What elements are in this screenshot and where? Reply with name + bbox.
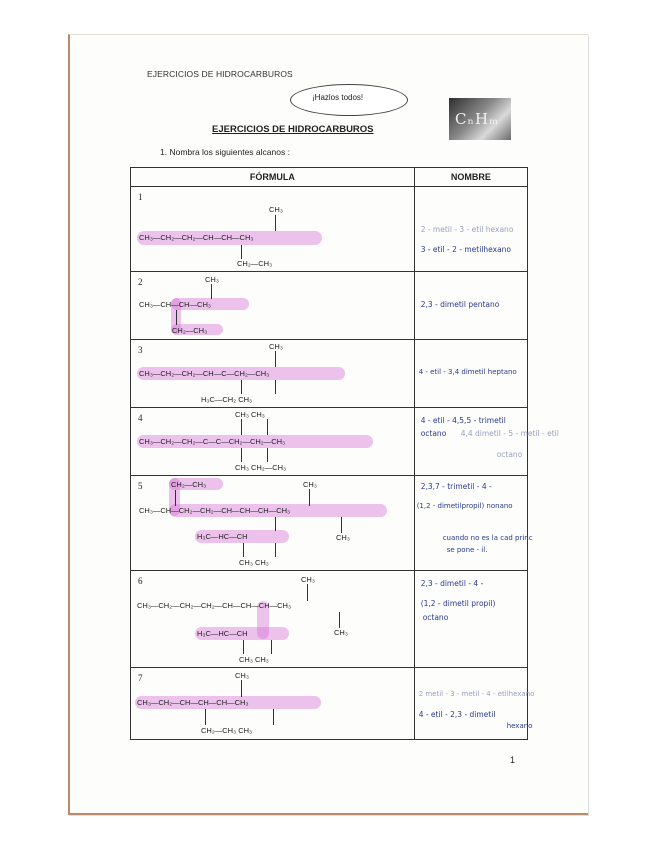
bond-line [267,448,268,462]
hydrocarbon-formula-image [449,98,511,140]
main-chain: CH₃—CH₂—CH₂—CH₂—CH—CH—CH—CH₃ [137,601,292,610]
bond-line [273,709,274,725]
table-row [131,408,528,476]
main-chain: CH₃—CH₂—CH₂—CH—C—CH₂—CH₃ [139,369,270,378]
bond-line [241,245,242,259]
bond-line [241,380,242,394]
name-header: NOMBRE [414,168,527,187]
answer-text: (1,2 - dimetilpropil) nonano [416,502,513,510]
worksheet-title: EJERCICIOS DE HIDROCARBUROS [212,124,374,135]
substituent-top-left: CH₂—CH₃ [171,480,207,489]
exercise-number: 6 [138,576,143,586]
answer-text: (1,2 - dimetil propil) [420,599,496,608]
answer-crossed: 2 metil - 3 - metil - 4 - etilhexano [418,690,535,698]
answer-text: 3 - etil - 2 - metilhexano [420,245,512,254]
name-cell [414,187,527,272]
table-row [131,476,528,571]
exercise-number: 5 [138,481,143,491]
answer-text: 4 - etil - 2,3 - dimetil [418,710,496,719]
bond-line [175,490,176,506]
handwritten-note: se pone - il. [446,546,488,554]
answer-text: 2,3,7 - trimetil - 4 - [420,482,492,491]
side-chain: H₃C—HC—CH [197,629,248,638]
substituent-top: CH₃ [303,480,317,489]
main-chain: CH₃—CH₂—CH₂—C—C—CH₂—CH₂—CH₃ [139,437,286,446]
substituent-top: CH₃ [205,275,219,284]
formula-header: FÓRMULA [131,168,415,187]
name-cell [414,340,527,408]
bond-line [339,612,340,628]
answer-text: 4 - etil - 3,4 dimetil heptano [418,368,517,376]
main-chain: CH₃—CH₂—CH₂—CH—CH—CH₃ [139,233,254,242]
page-header: EJERCICIOS DE HIDROCARBUROS [147,69,293,79]
exercise-table [130,167,559,740]
exercise-number: 4 [138,413,143,423]
bond-line [243,543,244,557]
formula-cell [131,272,415,340]
answer-text: hexano [506,722,533,730]
bond-line [275,380,276,394]
substituent-top: CH₃ [301,575,315,584]
bond-line [275,215,276,231]
answer-crossed: 2 - metil - 3 - etil hexano [420,225,514,234]
exercise-number: 3 [138,345,143,355]
name-cell [414,668,535,740]
substituent-bottom: CH₂—CH₃ CH₃ [201,726,253,735]
bond-line [241,680,242,697]
substituent-right: CH₃ [336,533,350,542]
bond-line [271,640,272,654]
formula-cell [131,571,415,668]
bond-line [176,310,177,325]
bond-line [241,448,242,462]
formula-cell [131,668,415,740]
substituent-right: CH₃ [334,628,348,637]
exercise-number: 7 [138,673,143,683]
formula-cell [131,187,415,272]
bond-line [275,543,276,557]
exercise-instruction: 1. Nombra los siguientes alcanos : [160,147,290,157]
formula-cell [131,408,415,476]
main-chain: CH₃—CH₂—CH—CH—CH—CH₃ [137,698,249,707]
bond-line [275,517,276,531]
substituent-top: CH₃ [235,671,249,680]
image-formula-text: CₙHₘ [455,110,500,128]
substituent-bottom: CH₂—CH₃ [172,326,208,335]
handwritten-note: cuando no es la cad princ [442,534,533,542]
formula-cell [131,476,415,571]
answer-text: 2,3 - dimetil - 4 - [420,579,484,588]
bond-line [307,584,308,601]
formula-cell [131,340,415,408]
answer-text: octano [420,429,447,438]
bond-line [309,489,310,506]
bond-line [241,419,242,435]
substituent-bottom: CH₂—CH₃ [237,259,273,268]
bond-line [205,709,206,725]
substituent-bottom: CH₃ CH₃ [239,558,269,567]
exercise-number: 1 [138,192,143,202]
table-row [131,571,528,668]
exercise-number: 2 [138,277,143,287]
page-number: 1 [510,755,516,765]
speech-bubble-text: ¡Hazlos todos! [312,93,364,102]
substituent-top: CH₃ [269,205,283,214]
answer-text: 4 - etil - 4,5,5 - trimetil [420,416,506,425]
bond-line [275,351,276,367]
main-chain: CH₃—CH—CH₂—CH₂—CH—CH—CH—CH₃ [139,506,291,515]
substituent-top: CH₃ [269,342,283,351]
name-cell [414,272,527,340]
name-cell [414,476,533,571]
table-row [131,668,528,740]
bond-line [243,640,244,654]
name-cell [414,408,559,476]
substituent-bottom: CH₃ CH₂—CH₃ [235,463,287,472]
table-row [131,187,528,272]
substituent-top: CH₃ CH₃ [235,410,265,419]
name-cell [414,571,527,668]
substituent-bottom: CH₃ CH₃ [239,655,269,664]
answer-crossed: 4,4 dimetil - 5 - metil - etil [460,429,559,438]
bond-line [211,284,212,299]
answer-text: 2,3 - dimetil pentano [420,300,500,309]
substituent-bottom: H₃C—CH₂ CH₃ [201,395,253,404]
bond-line [341,517,342,533]
main-chain: CH₃—CH—CH—CH₃ [139,300,211,309]
side-chain: H₃C—HC—CH [197,532,248,541]
table-row [131,340,528,408]
table-row [131,272,528,340]
bond-line [267,419,268,435]
answer-text: octano [422,613,449,622]
answer-crossed: octano [496,450,523,459]
